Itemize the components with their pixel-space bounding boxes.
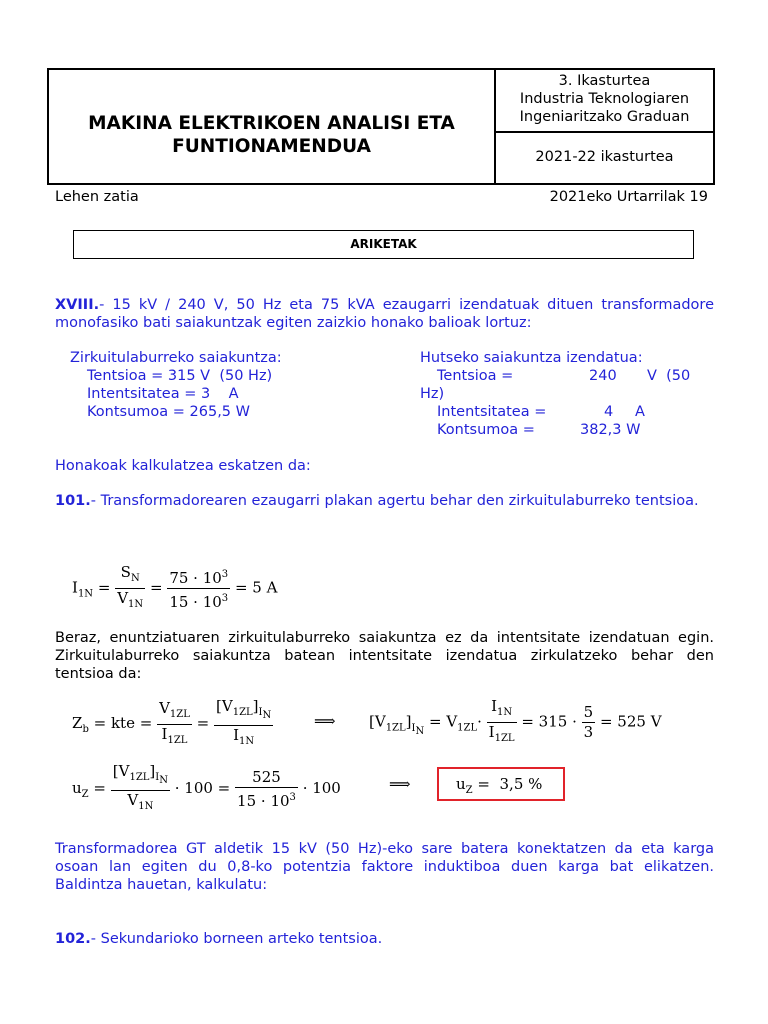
question-102-number: 102. [55, 931, 91, 947]
answer-symbol: u [456, 775, 466, 793]
eq3-f1-den: V [127, 791, 139, 809]
title-line-1: MAKINA ELEKTRIKOEN ANALISI ETA [88, 113, 455, 134]
explanation-paragraph: Beraz, enuntziatuaren zirkuitulaburreko saiakuntza ez da intentsitate izendatuan egin. Zirkuitulaburreko saiakuntza batean intentsitate izendatua zirkulatzeko behar den tentsioa da: [55, 630, 714, 682]
eq2-fraction-3 [487, 697, 517, 748]
eq2-fraction-4 [582, 703, 596, 742]
problem-number: XVIII. [55, 297, 100, 313]
eq1-result: = 5 A [234, 578, 278, 597]
eq2-rhs-sub3: N [415, 725, 425, 737]
eq2-f1-num: V [159, 698, 170, 717]
course-line-2: Industria Teknologiaren [519, 91, 690, 107]
eq1-den2: 15 · 10 [169, 593, 222, 611]
problem-intro-text: - 15 kV / 240 V, 50 Hz eta 75 kVA ezaugarri izendatuak dituen transformadore monofasiko bati saiakuntzak egiten zaizkio honako balioak lortuz: [55, 297, 714, 331]
question-intro: Honakoak kalkulatzea eskatzen da: [55, 458, 311, 474]
eq1-den2-sup: 3 [221, 593, 229, 604]
eq1-equals-2: = [149, 578, 163, 597]
header-divider-horizontal [494, 131, 713, 133]
no-load-current-label: Intentsitatea = [437, 404, 547, 420]
exam-date: 2021eko Urtarrilak 19 [549, 189, 708, 205]
eq2-f4-den: 3 [583, 723, 594, 741]
eq1-den-sub: 1N [128, 599, 144, 610]
no-load-voltage-wrap: Hz) [420, 386, 445, 402]
course-info [496, 72, 713, 126]
eq3-f2-num: 525 [235, 768, 298, 788]
eq2-lhs: Z [72, 714, 83, 732]
eq3-f2-den: 15 · 10 [237, 791, 290, 810]
eq2-dot: · [477, 712, 482, 731]
short-circuit-voltage: Tentsioa = 315 V (50 Hz) [87, 368, 273, 384]
context-paragraph: Transformadorea GT aldetik 15 kV (50 Hz)-eko sare batera konektatzen da eta karga osoan lan egiten du 0,8-ko potentzia faktore induktiboa duen karga bat elikatzen. Baldintza hauetan, kalkulatu: [55, 841, 714, 893]
eq2-f3-num-sub: 1N [497, 707, 513, 718]
eq1-equals: = [97, 578, 111, 597]
eq3-equals: = [93, 779, 106, 797]
eq2-rhs-eq-sub: 1ZL [457, 722, 478, 734]
eq3-f1-den-sub: 1N [138, 801, 154, 812]
eq2-f2-close: ] [252, 697, 259, 715]
eq1-lhs-sub: 1N [77, 588, 94, 600]
equation-short-circuit-voltage [369, 697, 662, 748]
eq2-f2-den: I [233, 726, 240, 744]
eq2-fraction-1 [157, 699, 192, 750]
answer-value [456, 775, 542, 796]
eq2-rhs-sub2: I [411, 722, 416, 734]
eq2-rhs-lhs: [V [369, 712, 386, 731]
title-line-2: FUNTIONAMENDUA [172, 136, 371, 157]
eq1-num: S [120, 563, 131, 581]
eq2-rhs-eq: = V [428, 712, 458, 731]
eq2-lhs-sub: b [82, 724, 89, 735]
eq2-arrow: ⟹ [314, 712, 336, 730]
no-load-title: Hutseko saiakuntza izendatua: [420, 350, 643, 366]
no-load-power-value: 382,3 W [580, 422, 641, 438]
eq3-f1-num: [V [112, 762, 130, 780]
eq2-f2-sub3: N [262, 710, 272, 721]
eq1-lhs: I [72, 578, 78, 597]
question-101-number: 101. [55, 493, 91, 509]
no-load-power-label: Kontsumoa = [437, 422, 535, 438]
eq1-num-sub: N [130, 573, 140, 584]
answer-sub: Z [465, 785, 473, 796]
problem-intro [55, 296, 714, 332]
eq2-f2-sub2: I [258, 707, 263, 718]
section-title: ARIKETAK [73, 230, 694, 259]
question-101-text: - Transformadorearen ezaugarri plakan agertu behar den zirkuitulaburreko tentsioa. [90, 493, 699, 509]
eq3-mult: · 100 = [174, 779, 231, 797]
eq2-f4-num: 5 [583, 703, 594, 721]
eq1-fraction-2 [167, 565, 230, 612]
no-load-voltage-unit: V (50 [647, 368, 691, 384]
eq2-f1-den-sub: 1ZL [167, 734, 188, 746]
course-line-3: Ingeniaritzako Graduan [519, 109, 690, 125]
eq2-f2-num: [V [216, 697, 233, 715]
eq2-equals: = [196, 714, 210, 732]
academic-year: 2021-22 ikasturtea [535, 149, 674, 165]
eq3-f1-sub2: I [155, 772, 160, 783]
eq2-rhs-close: ] [405, 712, 412, 731]
no-load-current-unit: A [635, 404, 645, 420]
eq3-fraction-2 [235, 768, 298, 811]
document-title [49, 112, 494, 158]
course-line-1: 3. Ikasturtea [558, 73, 651, 89]
eq2-kte: = kte = [93, 714, 153, 732]
answer-number: = 3,5 % [477, 775, 543, 793]
short-circuit-power: Kontsumoa = 265,5 W [87, 404, 250, 420]
equation-rated-current [72, 563, 277, 614]
eq2-result: = 525 V [599, 712, 662, 731]
eq3-f1-sub3: N [159, 775, 168, 786]
eq2-rhs-lhs-sub: 1ZL [385, 722, 406, 734]
short-circuit-current: Intentsitatea = 3 A [87, 386, 239, 402]
eq2-mid: = 315 · [521, 712, 577, 731]
eq2-f2-den-sub: 1N [239, 736, 255, 747]
eq2-f2-num-sub: 1ZL [232, 707, 253, 718]
equation-impedance [72, 697, 273, 751]
eq1-num2: 75 · 10 [169, 569, 222, 587]
part-label: Lehen zatia [55, 189, 139, 205]
short-circuit-title: Zirkuitulaburreko saiakuntza: [70, 350, 282, 366]
eq3-f1-close: ] [149, 762, 156, 780]
eq3-arrow: ⟹ [389, 775, 411, 793]
eq3-fraction-1 [111, 762, 170, 816]
eq2-f3-den: I [488, 723, 495, 741]
eq2-f1-num-sub: 1ZL [169, 708, 190, 720]
question-102 [55, 930, 714, 948]
eq3-lhs: u [72, 779, 82, 797]
eq1-fraction-1 [115, 563, 145, 614]
eq2-f1-den: I [161, 724, 168, 743]
no-load-voltage-label: Tentsioa = [437, 368, 514, 384]
eq3-f1-num-sub: 1ZL [129, 772, 150, 783]
no-load-voltage-value: 240 [589, 368, 617, 384]
eq1-num2-sup: 3 [221, 569, 229, 580]
eq2-f3-den-sub: 1ZL [494, 733, 515, 744]
eq3-f2-den-sup: 3 [289, 791, 296, 803]
eq2-fraction-2 [214, 697, 273, 751]
question-101 [55, 492, 714, 510]
header-box [47, 68, 715, 185]
eq3-lhs-sub: Z [81, 789, 89, 800]
equation-relative-voltage [72, 762, 341, 816]
question-102-text: - Sekundarioko borneen arteko tentsioa. [90, 931, 383, 947]
eq3-tail: · 100 [302, 779, 341, 797]
no-load-current-value: 4 [604, 404, 614, 420]
eq1-den: V [117, 589, 129, 607]
eq2-f3-num: I [491, 697, 498, 715]
